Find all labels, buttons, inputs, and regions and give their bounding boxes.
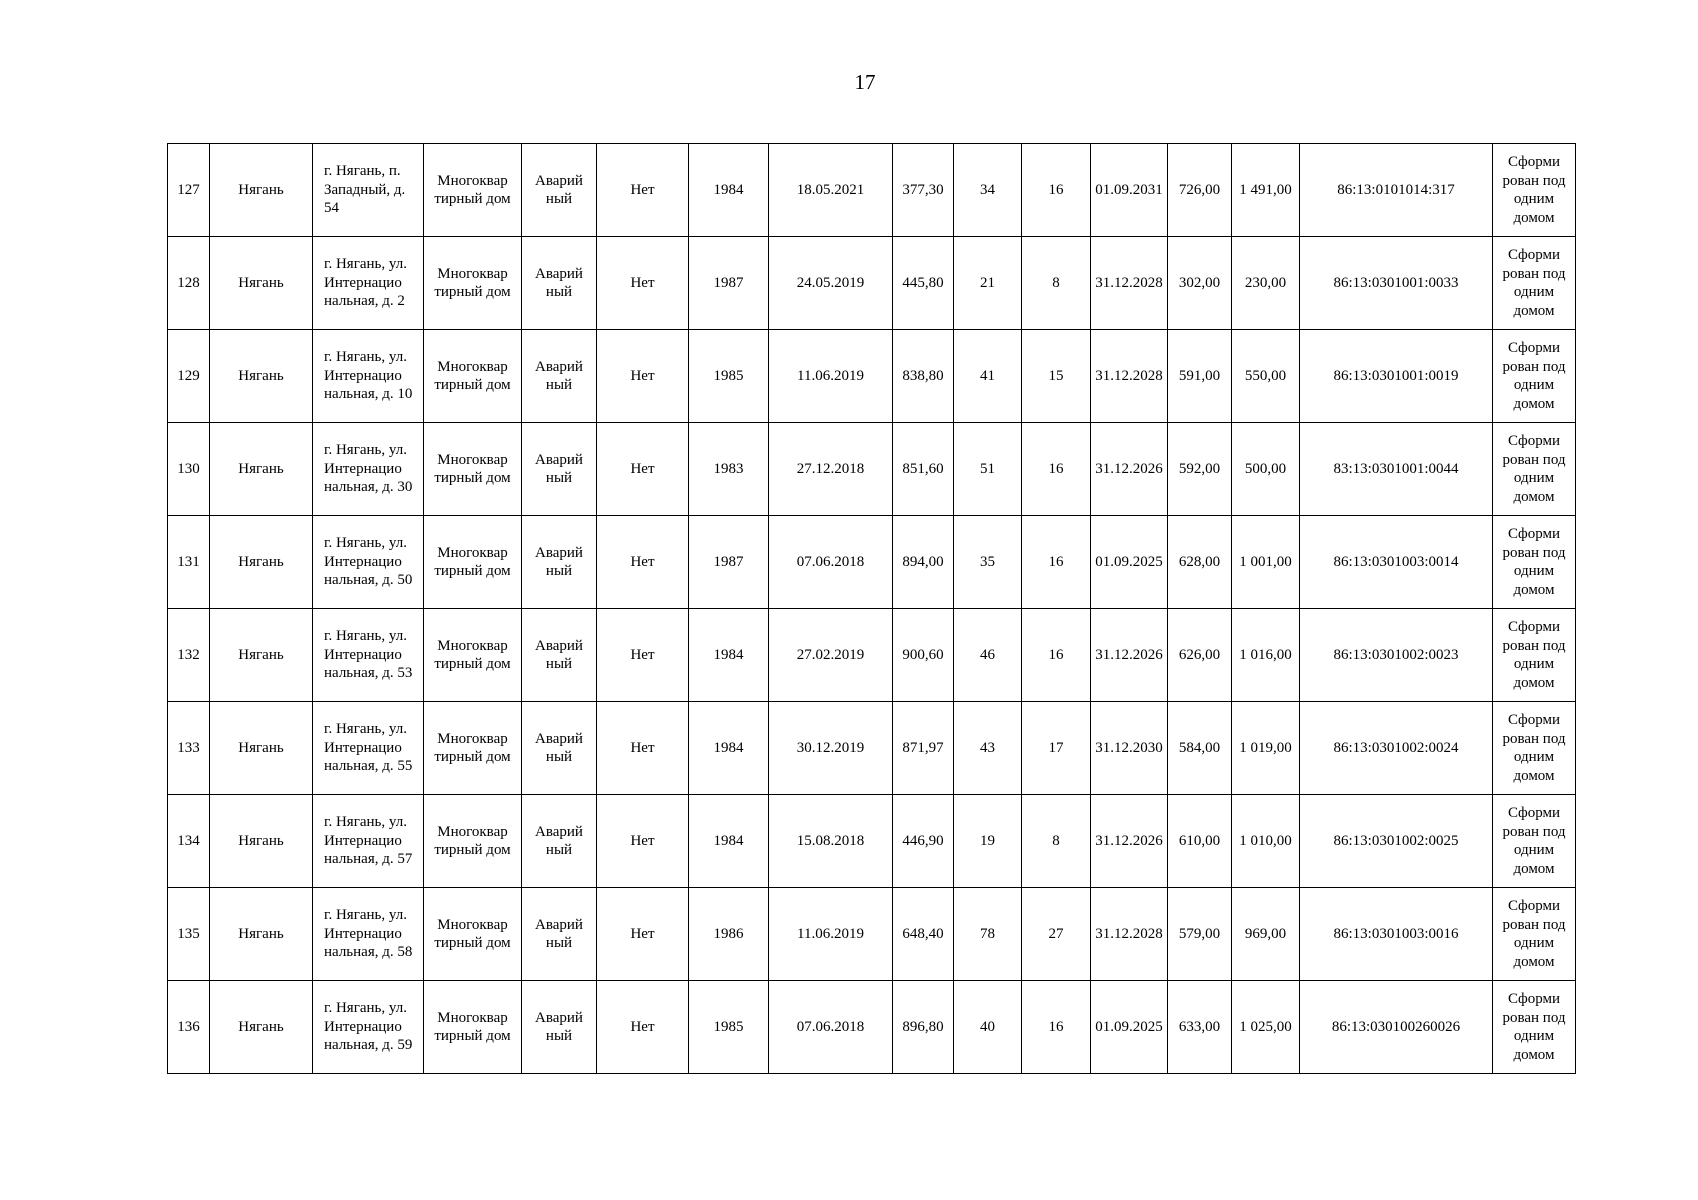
- cell-apartments: 16: [1022, 516, 1091, 609]
- cell-residents: 78: [954, 888, 1022, 981]
- cell-condition: Аварий ный: [522, 888, 597, 981]
- cell-recognition-date: 30.12.2019: [769, 702, 893, 795]
- cell-condition: Аварий ный: [522, 330, 597, 423]
- cell-recognition-date: 15.08.2018: [769, 795, 893, 888]
- cell-residents: 35: [954, 516, 1022, 609]
- cell-condition: Аварий ный: [522, 702, 597, 795]
- cell-building-type: Многоквар тирный дом: [424, 330, 522, 423]
- cell-city: Нягань: [210, 330, 313, 423]
- cell-residential-area: 633,00: [1168, 981, 1232, 1074]
- cell-address: г. Нягань, ул. Интернацио нальная, д. 59: [313, 981, 424, 1074]
- cell-total-area: 896,80: [893, 981, 954, 1074]
- cell-build-year: 1986: [689, 888, 769, 981]
- cell-apartments: 16: [1022, 144, 1091, 237]
- cell-condition: Аварий ный: [522, 981, 597, 1074]
- cell-recognition-date: 24.05.2019: [769, 237, 893, 330]
- cell-resettlement-deadline: 31.12.2028: [1091, 888, 1168, 981]
- cell-residents: 41: [954, 330, 1022, 423]
- cell-resettlement-deadline: 31.12.2030: [1091, 702, 1168, 795]
- cell-build-year: 1984: [689, 144, 769, 237]
- cell-build-year: 1983: [689, 423, 769, 516]
- cell-city: Нягань: [210, 795, 313, 888]
- cell-city: Нягань: [210, 144, 313, 237]
- cell-condition: Аварий ный: [522, 795, 597, 888]
- cell-address: г. Нягань, ул. Интернацио нальная, д. 30: [313, 423, 424, 516]
- cell-row-number: 129: [168, 330, 210, 423]
- cell-total-area: 851,60: [893, 423, 954, 516]
- table-row: [168, 795, 1576, 888]
- cell-total-area: 838,80: [893, 330, 954, 423]
- table-row: [168, 144, 1576, 237]
- cell-city: Нягань: [210, 981, 313, 1074]
- cell-apartments: 15: [1022, 330, 1091, 423]
- cell-building-type: Многоквар тирный дом: [424, 888, 522, 981]
- cell-city: Нягань: [210, 237, 313, 330]
- cell-recognition-date: 11.06.2019: [769, 330, 893, 423]
- cell-residents: 51: [954, 423, 1022, 516]
- cell-resettlement-deadline: 31.12.2028: [1091, 330, 1168, 423]
- cell-land-plot-status: Сформи рован под одним домом: [1493, 888, 1576, 981]
- cell-land-area: 1 491,00: [1232, 144, 1300, 237]
- table-body: [168, 144, 1576, 1074]
- cell-residents: 21: [954, 237, 1022, 330]
- cell-cadastral-number: 86:13:0301002:0023: [1300, 609, 1493, 702]
- cell-cadastral-number: 86:13:0301002:0025: [1300, 795, 1493, 888]
- cell-address: г. Нягань, ул. Интернацио нальная, д. 53: [313, 609, 424, 702]
- cell-recognition-date: 11.06.2019: [769, 888, 893, 981]
- cell-residential-area: 579,00: [1168, 888, 1232, 981]
- cell-address: г. Нягань, ул. Интернацио нальная, д. 55: [313, 702, 424, 795]
- cell-build-year: 1985: [689, 981, 769, 1074]
- cell-row-number: 131: [168, 516, 210, 609]
- cell-address: г. Нягань, ул. Интернацио нальная, д. 2: [313, 237, 424, 330]
- table-row: [168, 330, 1576, 423]
- cell-reconstruction: Нет: [597, 981, 689, 1074]
- cell-resettlement-deadline: 01.09.2025: [1091, 981, 1168, 1074]
- cell-residential-area: 726,00: [1168, 144, 1232, 237]
- cell-address: г. Нягань, ул. Интернацио нальная, д. 58: [313, 888, 424, 981]
- cell-land-plot-status: Сформи рован под одним домом: [1493, 516, 1576, 609]
- cell-residents: 43: [954, 702, 1022, 795]
- cell-residents: 40: [954, 981, 1022, 1074]
- cell-land-area: 1 010,00: [1232, 795, 1300, 888]
- cell-resettlement-deadline: 31.12.2028: [1091, 237, 1168, 330]
- cell-reconstruction: Нет: [597, 144, 689, 237]
- cell-city: Нягань: [210, 888, 313, 981]
- cell-reconstruction: Нет: [597, 423, 689, 516]
- cell-build-year: 1987: [689, 237, 769, 330]
- housing-registry-table: [167, 143, 1576, 1074]
- cell-cadastral-number: 86:13:0301001:0033: [1300, 237, 1493, 330]
- cell-residential-area: 591,00: [1168, 330, 1232, 423]
- cell-condition: Аварий ный: [522, 144, 597, 237]
- cell-total-area: 900,60: [893, 609, 954, 702]
- cell-apartments: 8: [1022, 795, 1091, 888]
- cell-resettlement-deadline: 01.09.2031: [1091, 144, 1168, 237]
- cell-condition: Аварий ный: [522, 516, 597, 609]
- cell-total-area: 445,80: [893, 237, 954, 330]
- cell-land-area: 550,00: [1232, 330, 1300, 423]
- table-row: [168, 981, 1576, 1074]
- cell-cadastral-number: 86:13:0301003:0014: [1300, 516, 1493, 609]
- cell-resettlement-deadline: 31.12.2026: [1091, 609, 1168, 702]
- cell-cadastral-number: 86:13:0101014:317: [1300, 144, 1493, 237]
- cell-condition: Аварий ный: [522, 237, 597, 330]
- cell-build-year: 1984: [689, 609, 769, 702]
- cell-recognition-date: 07.06.2018: [769, 981, 893, 1074]
- cell-reconstruction: Нет: [597, 702, 689, 795]
- cell-land-plot-status: Сформи рован под одним домом: [1493, 144, 1576, 237]
- cell-residential-area: 592,00: [1168, 423, 1232, 516]
- cell-building-type: Многоквар тирный дом: [424, 423, 522, 516]
- cell-address: г. Нягань, п. Западный, д. 54: [313, 144, 424, 237]
- cell-condition: Аварий ный: [522, 423, 597, 516]
- cell-total-area: 446,90: [893, 795, 954, 888]
- cell-total-area: 871,97: [893, 702, 954, 795]
- cell-recognition-date: 07.06.2018: [769, 516, 893, 609]
- cell-residential-area: 302,00: [1168, 237, 1232, 330]
- cell-residential-area: 628,00: [1168, 516, 1232, 609]
- cell-row-number: 136: [168, 981, 210, 1074]
- cell-reconstruction: Нет: [597, 516, 689, 609]
- cell-apartments: 17: [1022, 702, 1091, 795]
- cell-city: Нягань: [210, 423, 313, 516]
- cell-total-area: 377,30: [893, 144, 954, 237]
- cell-building-type: Многоквар тирный дом: [424, 795, 522, 888]
- cell-build-year: 1987: [689, 516, 769, 609]
- cell-land-area: 1 001,00: [1232, 516, 1300, 609]
- cell-resettlement-deadline: 01.09.2025: [1091, 516, 1168, 609]
- cell-address: г. Нягань, ул. Интернацио нальная, д. 50: [313, 516, 424, 609]
- cell-row-number: 128: [168, 237, 210, 330]
- cell-reconstruction: Нет: [597, 237, 689, 330]
- cell-building-type: Многоквар тирный дом: [424, 516, 522, 609]
- cell-city: Нягань: [210, 516, 313, 609]
- cell-building-type: Многоквар тирный дом: [424, 981, 522, 1074]
- table-row: [168, 237, 1576, 330]
- cell-cadastral-number: 86:13:030100260026: [1300, 981, 1493, 1074]
- cell-cadastral-number: 86:13:0301003:0016: [1300, 888, 1493, 981]
- table-row: [168, 423, 1576, 516]
- cell-recognition-date: 18.05.2021: [769, 144, 893, 237]
- table-row: [168, 702, 1576, 795]
- cell-resettlement-deadline: 31.12.2026: [1091, 423, 1168, 516]
- table-row: [168, 516, 1576, 609]
- cell-row-number: 132: [168, 609, 210, 702]
- cell-build-year: 1985: [689, 330, 769, 423]
- table-row: [168, 888, 1576, 981]
- cell-reconstruction: Нет: [597, 795, 689, 888]
- cell-reconstruction: Нет: [597, 888, 689, 981]
- cell-building-type: Многоквар тирный дом: [424, 144, 522, 237]
- cell-apartments: 16: [1022, 609, 1091, 702]
- cell-building-type: Многоквар тирный дом: [424, 702, 522, 795]
- cell-cadastral-number: 83:13:0301001:0044: [1300, 423, 1493, 516]
- cell-land-area: 1 019,00: [1232, 702, 1300, 795]
- cell-row-number: 134: [168, 795, 210, 888]
- cell-land-plot-status: Сформи рован под одним домом: [1493, 981, 1576, 1074]
- cell-build-year: 1984: [689, 795, 769, 888]
- cell-apartments: 8: [1022, 237, 1091, 330]
- cell-city: Нягань: [210, 702, 313, 795]
- cell-city: Нягань: [210, 609, 313, 702]
- cell-total-area: 648,40: [893, 888, 954, 981]
- cell-residents: 34: [954, 144, 1022, 237]
- cell-land-plot-status: Сформи рован под одним домом: [1493, 237, 1576, 330]
- cell-build-year: 1984: [689, 702, 769, 795]
- cell-row-number: 133: [168, 702, 210, 795]
- page-number: 17: [854, 70, 876, 94]
- cell-residents: 46: [954, 609, 1022, 702]
- cell-recognition-date: 27.02.2019: [769, 609, 893, 702]
- cell-total-area: 894,00: [893, 516, 954, 609]
- cell-land-plot-status: Сформи рован под одним домом: [1493, 330, 1576, 423]
- cell-land-plot-status: Сформи рован под одним домом: [1493, 795, 1576, 888]
- cell-residents: 19: [954, 795, 1022, 888]
- cell-row-number: 130: [168, 423, 210, 516]
- cell-land-area: 500,00: [1232, 423, 1300, 516]
- cell-condition: Аварий ный: [522, 609, 597, 702]
- table-row: [168, 609, 1576, 702]
- cell-apartments: 16: [1022, 423, 1091, 516]
- cell-residential-area: 584,00: [1168, 702, 1232, 795]
- cell-row-number: 127: [168, 144, 210, 237]
- cell-land-plot-status: Сформи рован под одним домом: [1493, 423, 1576, 516]
- cell-recognition-date: 27.12.2018: [769, 423, 893, 516]
- cell-apartments: 16: [1022, 981, 1091, 1074]
- cell-reconstruction: Нет: [597, 609, 689, 702]
- cell-apartments: 27: [1022, 888, 1091, 981]
- cell-building-type: Многоквар тирный дом: [424, 237, 522, 330]
- cell-cadastral-number: 86:13:0301002:0024: [1300, 702, 1493, 795]
- cell-land-area: 1 025,00: [1232, 981, 1300, 1074]
- cell-resettlement-deadline: 31.12.2026: [1091, 795, 1168, 888]
- cell-reconstruction: Нет: [597, 330, 689, 423]
- cell-land-plot-status: Сформи рован под одним домом: [1493, 702, 1576, 795]
- cell-land-area: 969,00: [1232, 888, 1300, 981]
- cell-address: г. Нягань, ул. Интернацио нальная, д. 10: [313, 330, 424, 423]
- cell-residential-area: 610,00: [1168, 795, 1232, 888]
- cell-land-plot-status: Сформи рован под одним домом: [1493, 609, 1576, 702]
- cell-land-area: 230,00: [1232, 237, 1300, 330]
- cell-building-type: Многоквар тирный дом: [424, 609, 522, 702]
- cell-row-number: 135: [168, 888, 210, 981]
- cell-cadastral-number: 86:13:0301001:0019: [1300, 330, 1493, 423]
- cell-residential-area: 626,00: [1168, 609, 1232, 702]
- cell-address: г. Нягань, ул. Интернацио нальная, д. 57: [313, 795, 424, 888]
- cell-land-area: 1 016,00: [1232, 609, 1300, 702]
